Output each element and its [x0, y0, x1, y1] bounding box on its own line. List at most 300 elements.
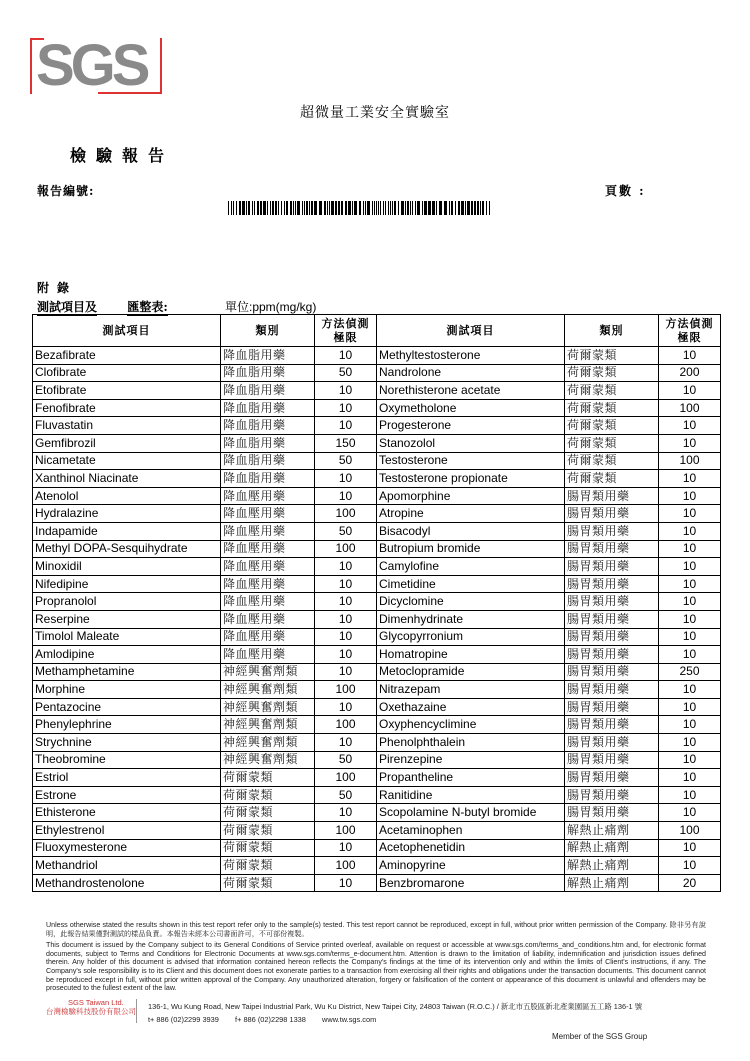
cell-left-class: 降血脂用藥	[221, 364, 315, 382]
barcode-bar	[284, 201, 285, 215]
cell-right-name: Aminopyrine	[377, 857, 565, 875]
cell-right-name: Cimetidine	[377, 575, 565, 593]
cell-right-name: Testosterone	[377, 452, 565, 470]
cell-right-name: Pirenzepine	[377, 751, 565, 769]
barcode-bar	[319, 201, 322, 215]
cell-left-name: Fluvastatin	[33, 417, 221, 435]
cell-left-name: Methamphetamine	[33, 663, 221, 681]
cell-left-limit: 100	[315, 716, 377, 734]
barcode-bar	[417, 201, 420, 215]
barcode-bar	[231, 201, 232, 215]
header-class-left: 類別	[221, 315, 315, 347]
barcode-bar	[275, 201, 277, 215]
cell-right-class: 腸胃類用藥	[565, 646, 659, 664]
cell-left-limit: 10	[315, 628, 377, 646]
cell-right-class: 腸胃類用藥	[565, 522, 659, 540]
barcode-bar	[480, 201, 481, 215]
cell-left-limit: 10	[315, 646, 377, 664]
legal-footer	[46, 921, 706, 996]
cell-left-class: 神經興奮劑類	[221, 681, 315, 699]
cell-left-name: Xanthinol Niacinate	[33, 470, 221, 488]
cell-right-class: 腸胃類用藥	[565, 769, 659, 787]
barcode-bar	[390, 201, 391, 215]
barcode-bar	[246, 201, 247, 215]
barcode-bar	[465, 201, 466, 215]
cell-left-class: 降血脂用藥	[221, 399, 315, 417]
cell-left-limit: 100	[315, 540, 377, 558]
barcode-bar	[376, 201, 377, 215]
lab-name: 超微量工業安全實驗室	[300, 105, 450, 121]
barcode-bar	[233, 201, 234, 215]
barcode-bar	[365, 201, 366, 215]
cell-left-name: Clofibrate	[33, 364, 221, 382]
cell-left-name: Phenylephrine	[33, 716, 221, 734]
cell-left-name: Nicametate	[33, 452, 221, 470]
table-row	[33, 646, 721, 664]
cell-left-class: 荷爾蒙類	[221, 769, 315, 787]
cell-right-class: 腸胃類用藥	[565, 681, 659, 699]
table-row	[33, 751, 721, 769]
barcode-bar	[392, 201, 393, 215]
barcode-bar	[335, 201, 337, 215]
barcode-bar	[324, 201, 326, 215]
barcode-bar	[461, 201, 464, 215]
cell-right-name: Benzbromarone	[377, 874, 565, 892]
cell-right-class: 腸胃類用藥	[565, 663, 659, 681]
header-class-right: 類別	[565, 315, 659, 347]
table-row	[33, 839, 721, 857]
cell-right-limit: 10	[659, 470, 721, 488]
cell-right-limit: 10	[659, 575, 721, 593]
cell-right-class: 荷爾蒙類	[565, 382, 659, 400]
barcode-bar	[467, 201, 470, 215]
cell-right-class: 腸胃類用藥	[565, 575, 659, 593]
cell-left-class: 降血壓用藥	[221, 575, 315, 593]
barcode-bar	[489, 201, 490, 215]
cell-right-class: 解熱止痛劑	[565, 839, 659, 857]
barcode-bar	[410, 201, 411, 215]
company-name	[46, 998, 136, 1016]
cell-right-limit: 10	[659, 593, 721, 611]
barcode-bar	[338, 201, 340, 215]
cell-right-class: 腸胃類用藥	[565, 610, 659, 628]
table-row	[33, 716, 721, 734]
cell-right-name: Ranitidine	[377, 786, 565, 804]
cell-left-class: 降血壓用藥	[221, 487, 315, 505]
barcode-bar	[327, 201, 328, 215]
cell-right-name: Oxyphencyclimine	[377, 716, 565, 734]
cell-left-name: Nifedipine	[33, 575, 221, 593]
cell-right-class: 腸胃類用藥	[565, 716, 659, 734]
barcode-bar	[257, 201, 259, 215]
cell-left-limit: 10	[315, 470, 377, 488]
table-row	[33, 804, 721, 822]
cell-left-name: Indapamide	[33, 522, 221, 540]
report-title: 檢驗報告	[70, 146, 175, 165]
cell-left-name: Pentazocine	[33, 698, 221, 716]
table-row	[33, 857, 721, 875]
barcode-bar	[486, 201, 487, 215]
barcode-bar	[432, 201, 435, 215]
cell-left-class: 降血脂用藥	[221, 452, 315, 470]
cell-right-name: Camylofine	[377, 558, 565, 576]
cell-left-limit: 50	[315, 522, 377, 540]
appendix-label: 附錄	[37, 281, 78, 295]
cell-right-class: 腸胃類用藥	[565, 804, 659, 822]
table-row	[33, 452, 721, 470]
table-row	[33, 575, 721, 593]
barcode-bar	[477, 201, 479, 215]
table-row	[33, 522, 721, 540]
cell-right-name: Dimenhydrinate	[377, 610, 565, 628]
barcode-bar	[424, 201, 427, 215]
barcode-bar	[242, 201, 245, 215]
cell-left-name: Ethylestrenol	[33, 822, 221, 840]
table-row	[33, 470, 721, 488]
header-item-right: 測試項目	[377, 315, 565, 347]
footer-paragraph-1: Unless otherwise stated the results shown in this test report refer only to the sample(s) tested. This test report cannot be reproduced, except in full, without prior written permission of the Company. 除非另有說明，此報告結果僅對測試的樣品負責。本報告未經本公司書面許可，不可部份複製。	[46, 921, 706, 938]
cell-right-name: Atropine	[377, 505, 565, 523]
sgs-logo: SGS	[36, 33, 147, 98]
company-contact	[148, 1015, 376, 1024]
phone-number: t+ 886 (02)2299 3939	[148, 1015, 219, 1024]
cell-left-class: 荷爾蒙類	[221, 786, 315, 804]
barcode-bar	[407, 201, 409, 215]
barcode-bar	[436, 201, 437, 215]
cell-right-name: Acetophenetidin	[377, 839, 565, 857]
barcode-bar	[345, 201, 347, 215]
cell-right-limit: 10	[659, 734, 721, 752]
cell-left-limit: 50	[315, 786, 377, 804]
subtitle-part-a: 測試項目及	[37, 300, 98, 314]
table-row	[33, 347, 721, 365]
results-table	[32, 314, 721, 892]
cell-right-limit: 20	[659, 874, 721, 892]
cell-right-class: 荷爾蒙類	[565, 434, 659, 452]
cell-left-limit: 10	[315, 487, 377, 505]
cell-right-limit: 100	[659, 822, 721, 840]
footer-paragraph-2: This document is issued by the Company subject to its General Conditions of Service printed overleaf, available on request or accessible at www.sgs.com/terms_and_conditions.htm and, for electronic format documents, subject to Terms and Conditions for Electronic Documents at www.sgs.com/terms_e-document.htm. Attention is drawn to the limitation of liability, indemnification and jurisdiction issues defined therein. Any holder of this document is advised that information contained hereon reflects the Company's findings at the time of its intervention only and within the limits of Client's instructions, if any. The Company's sole responsibility is to its Client and this document does not exonerate parties to a transaction from exercising all their rights and obligations under the transaction documents. This document cannot be reproduced except in full, without prior written approval of the Company. Any unauthorized alteration, forgery or falsification of the content or appearance of this document is unlawful and offenders may be prosecuted to the fullest extent of the law.	[46, 941, 706, 993]
cell-left-limit: 10	[315, 804, 377, 822]
cell-right-name: Glycopyrronium	[377, 628, 565, 646]
cell-right-class: 腸胃類用藥	[565, 698, 659, 716]
barcode-bar	[248, 201, 250, 215]
footer-divider	[136, 999, 137, 1023]
cell-right-limit: 10	[659, 434, 721, 452]
cell-left-class: 降血壓用藥	[221, 522, 315, 540]
barcode-bar	[359, 201, 361, 215]
barcode-bar	[252, 201, 253, 215]
cell-right-name: Homatropine	[377, 646, 565, 664]
cell-left-class: 降血壓用藥	[221, 646, 315, 664]
cell-right-name: Oxymetholone	[377, 399, 565, 417]
member-of-group: Member of the SGS Group	[552, 1032, 648, 1041]
cell-left-class: 降血脂用藥	[221, 417, 315, 435]
cell-right-limit: 10	[659, 786, 721, 804]
cell-left-name: Gemfibrozil	[33, 434, 221, 452]
cell-right-limit: 10	[659, 769, 721, 787]
cell-left-limit: 150	[315, 434, 377, 452]
barcode-bar	[405, 201, 406, 215]
barcode-bar	[401, 201, 404, 215]
barcode-bar	[367, 201, 370, 215]
cell-right-limit: 10	[659, 487, 721, 505]
cell-left-class: 神經興奮劑類	[221, 663, 315, 681]
table-row	[33, 540, 721, 558]
header-item-left: 測試項目	[33, 315, 221, 347]
barcode-bar	[449, 201, 450, 215]
barcode-bar	[374, 201, 375, 215]
barcode-bar	[363, 201, 364, 215]
table-row	[33, 364, 721, 382]
barcode-bar	[428, 201, 431, 215]
cell-left-class: 降血脂用藥	[221, 434, 315, 452]
cell-right-limit: 100	[659, 399, 721, 417]
header-limit-right: 方法偵測 極限	[659, 315, 721, 347]
cell-left-limit: 50	[315, 364, 377, 382]
barcode-bar	[354, 201, 357, 215]
table-row	[33, 786, 721, 804]
cell-right-class: 腸胃類用藥	[565, 786, 659, 804]
report-number-label: 報告編號:	[37, 184, 95, 198]
cell-right-name: Oxethazaine	[377, 698, 565, 716]
cell-left-name: Etofibrate	[33, 382, 221, 400]
cell-right-class: 荷爾蒙類	[565, 399, 659, 417]
cell-right-limit: 200	[659, 364, 721, 382]
barcode-bar	[297, 201, 300, 215]
cell-left-name: Propranolol	[33, 593, 221, 611]
cell-left-class: 降血壓用藥	[221, 593, 315, 611]
cell-right-limit: 10	[659, 558, 721, 576]
barcode-bar	[278, 201, 279, 215]
barcode-bar	[412, 201, 413, 215]
barcode-bar	[422, 201, 423, 215]
cell-right-class: 腸胃類用藥	[565, 558, 659, 576]
cell-right-class: 腸胃類用藥	[565, 540, 659, 558]
cell-left-limit: 100	[315, 769, 377, 787]
cell-left-name: Estriol	[33, 769, 221, 787]
table-row	[33, 434, 721, 452]
barcode-bar	[306, 201, 308, 215]
cell-right-limit: 250	[659, 663, 721, 681]
cell-right-class: 荷爾蒙類	[565, 470, 659, 488]
cell-right-limit: 10	[659, 646, 721, 664]
cell-left-limit: 10	[315, 734, 377, 752]
barcode-bar	[302, 201, 303, 215]
unit-label: 單位:ppm(mg/kg)	[225, 300, 317, 314]
barcode-bar	[272, 201, 274, 215]
table-row	[33, 382, 721, 400]
cell-left-limit: 10	[315, 839, 377, 857]
cell-left-class: 荷爾蒙類	[221, 839, 315, 857]
barcode-bar	[331, 201, 334, 215]
cell-right-name: Nandrolone	[377, 364, 565, 382]
barcode-bar	[341, 201, 343, 215]
table-row	[33, 593, 721, 611]
cell-left-limit: 10	[315, 558, 377, 576]
barcode-bar	[378, 201, 379, 215]
cell-left-name: Hydralazine	[33, 505, 221, 523]
cell-left-limit: 100	[315, 857, 377, 875]
cell-right-limit: 10	[659, 839, 721, 857]
cell-left-class: 降血壓用藥	[221, 558, 315, 576]
cell-left-name: Strychnine	[33, 734, 221, 752]
cell-left-name: Atenolol	[33, 487, 221, 505]
barcode-bar	[329, 201, 330, 215]
cell-left-name: Methyl DOPA-Sesquihydrate	[33, 540, 221, 558]
cell-right-limit: 10	[659, 417, 721, 435]
cell-left-name: Timolol Maleate	[33, 628, 221, 646]
cell-left-name: Methandrostenolone	[33, 874, 221, 892]
cell-left-class: 降血脂用藥	[221, 470, 315, 488]
barcode-bar	[352, 201, 353, 215]
cell-right-class: 荷爾蒙類	[565, 347, 659, 365]
cell-left-name: Reserpine	[33, 610, 221, 628]
cell-left-name: Theobromine	[33, 751, 221, 769]
barcode-bar	[293, 201, 294, 215]
header-limit-left: 方法偵測 極限	[315, 315, 377, 347]
cell-right-class: 腸胃類用藥	[565, 628, 659, 646]
table-row	[33, 399, 721, 417]
barcode-bar	[254, 201, 255, 215]
cell-left-name: Minoxidil	[33, 558, 221, 576]
company-address: 136-1, Wu Kung Road, New Taipei Industrial Park, Wu Ku District, New Taipei City, 24803 Taiwan (R.O.C.) / 新北市五股區新北產業園區五工路 136-1 號	[148, 1002, 643, 1011]
cell-right-name: Phenolphthalein	[377, 734, 565, 752]
cell-right-limit: 10	[659, 347, 721, 365]
cell-right-limit: 10	[659, 681, 721, 699]
barcode-bar	[311, 201, 313, 215]
cell-left-limit: 10	[315, 399, 377, 417]
cell-right-name: Apomorphine	[377, 487, 565, 505]
table-row	[33, 769, 721, 787]
cell-right-name: Propantheline	[377, 769, 565, 787]
barcode-bar	[398, 201, 399, 215]
cell-right-name: Norethisterone acetate	[377, 382, 565, 400]
barcode-bar	[348, 201, 351, 215]
cell-left-class: 降血脂用藥	[221, 382, 315, 400]
barcode-bar	[385, 201, 386, 215]
table-header-row	[33, 315, 721, 347]
barcode-bar	[270, 201, 271, 215]
barcode-bar	[474, 201, 476, 215]
barcode-bar	[394, 201, 396, 215]
cell-left-name: Estrone	[33, 786, 221, 804]
table-row	[33, 505, 721, 523]
cell-right-limit: 10	[659, 382, 721, 400]
cell-right-name: Dicyclomine	[377, 593, 565, 611]
cell-left-name: Methandriol	[33, 857, 221, 875]
table-row	[33, 610, 721, 628]
cell-right-class: 腸胃類用藥	[565, 487, 659, 505]
barcode-bar	[388, 201, 389, 215]
cell-left-class: 神經興奮劑類	[221, 751, 315, 769]
cell-right-limit: 10	[659, 804, 721, 822]
barcode-bar	[286, 201, 288, 215]
cell-left-limit: 100	[315, 822, 377, 840]
table-row	[33, 628, 721, 646]
cell-left-limit: 100	[315, 505, 377, 523]
cell-right-limit: 10	[659, 857, 721, 875]
cell-left-limit: 10	[315, 610, 377, 628]
cell-left-name: Morphine	[33, 681, 221, 699]
cell-right-name: Acetaminophen	[377, 822, 565, 840]
cell-right-name: Methyltestosterone	[377, 347, 565, 365]
barcode-bar	[314, 201, 317, 215]
cell-right-limit: 10	[659, 610, 721, 628]
cell-left-limit: 10	[315, 417, 377, 435]
table-row	[33, 681, 721, 699]
cell-left-class: 神經興奮劑類	[221, 716, 315, 734]
barcode-bar	[239, 201, 241, 215]
barcode-bar	[295, 201, 296, 215]
fax-number: f+ 886 (02)2298 1338	[235, 1015, 306, 1024]
appendix-subtitle	[37, 298, 168, 315]
cell-left-limit: 10	[315, 663, 377, 681]
company-name-zh: 台灣檢驗科技股份有限公司	[46, 1007, 136, 1016]
barcode-bar	[260, 201, 262, 215]
cell-left-limit: 50	[315, 452, 377, 470]
cell-left-limit: 10	[315, 874, 377, 892]
table-row	[33, 698, 721, 716]
cell-left-class: 荷爾蒙類	[221, 822, 315, 840]
barcode-bar	[290, 201, 292, 215]
cell-left-name: Bezafibrate	[33, 347, 221, 365]
table-row	[33, 558, 721, 576]
barcode-bar	[372, 201, 373, 215]
barcode-bar	[439, 201, 442, 215]
cell-left-limit: 100	[315, 681, 377, 699]
cell-right-class: 腸胃類用藥	[565, 505, 659, 523]
cell-left-name: Amlodipine	[33, 646, 221, 664]
cell-left-name: Fluoxymesterone	[33, 839, 221, 857]
barcode-bar	[455, 201, 456, 215]
cell-right-class: 荷爾蒙類	[565, 452, 659, 470]
cell-left-limit: 50	[315, 751, 377, 769]
cell-left-class: 降血脂用藥	[221, 347, 315, 365]
cell-right-name: Butropium bromide	[377, 540, 565, 558]
cell-left-limit: 10	[315, 593, 377, 611]
cell-left-class: 降血壓用藥	[221, 610, 315, 628]
cell-right-limit: 10	[659, 628, 721, 646]
cell-left-class: 降血壓用藥	[221, 505, 315, 523]
barcode-bar	[236, 201, 237, 215]
cell-right-class: 解熱止痛劑	[565, 822, 659, 840]
cell-right-name: Stanozolol	[377, 434, 565, 452]
cell-right-limit: 10	[659, 716, 721, 734]
table-row	[33, 874, 721, 892]
barcode-bar	[309, 201, 310, 215]
table-row	[33, 417, 721, 435]
cell-right-limit: 10	[659, 522, 721, 540]
table-row	[33, 663, 721, 681]
table-row	[33, 822, 721, 840]
cell-right-limit: 10	[659, 540, 721, 558]
cell-right-name: Testosterone propionate	[377, 470, 565, 488]
cell-left-limit: 10	[315, 382, 377, 400]
cell-left-class: 荷爾蒙類	[221, 874, 315, 892]
barcode-bar	[444, 201, 447, 215]
cell-right-name: Metoclopramide	[377, 663, 565, 681]
barcode-bar	[380, 201, 381, 215]
page-number-label: 頁數 :	[605, 184, 646, 198]
barcode-bar	[228, 201, 229, 215]
table-row	[33, 734, 721, 752]
barcode-bar	[458, 201, 460, 215]
barcode-bar	[415, 201, 416, 215]
cell-right-class: 腸胃類用藥	[565, 751, 659, 769]
barcode-bar	[471, 201, 473, 215]
website-link[interactable]: www.tw.sgs.com	[322, 1015, 377, 1024]
